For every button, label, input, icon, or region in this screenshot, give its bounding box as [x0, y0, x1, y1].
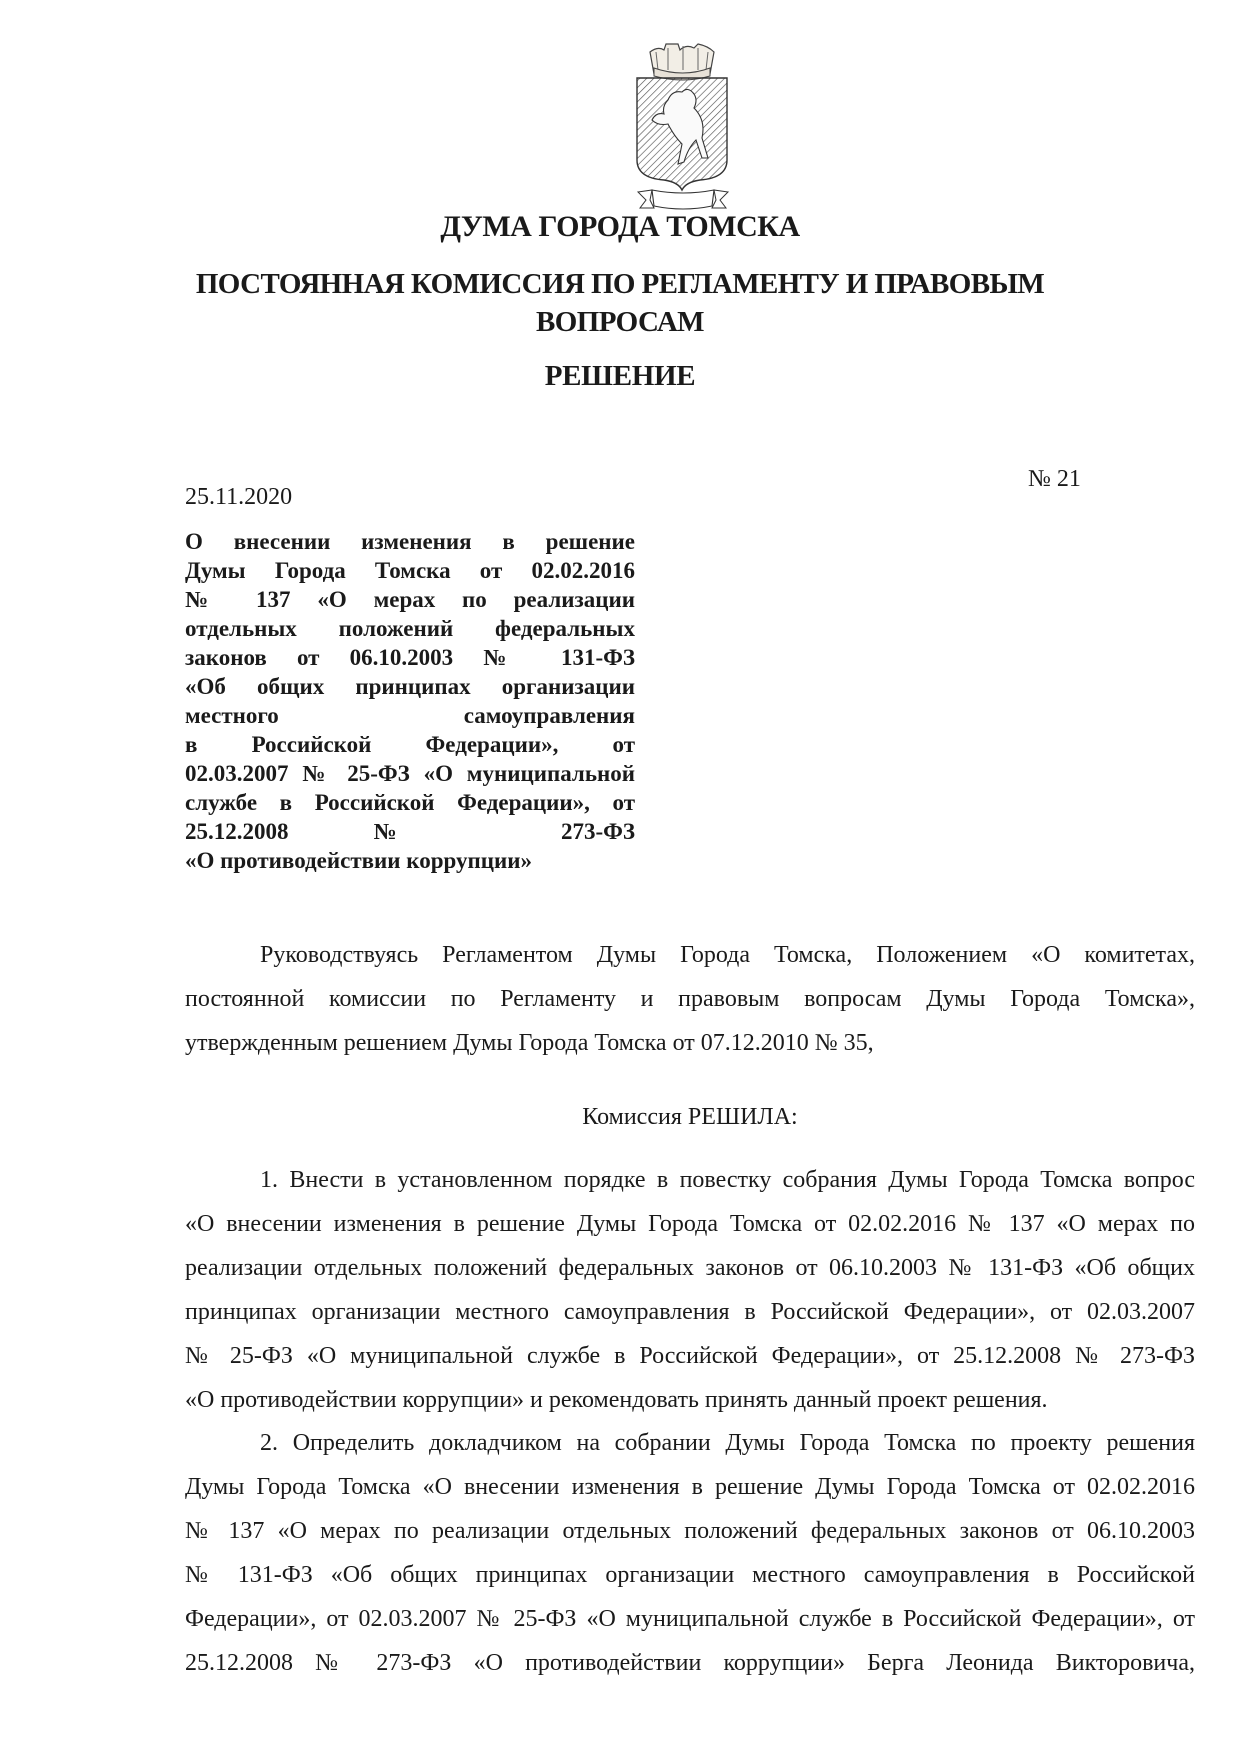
subject-line: 25.12.2008 № 273-ФЗ [185, 819, 635, 844]
document-number: № 21 [1028, 466, 1081, 492]
decision-subject [185, 527, 635, 875]
decision-item-2 [185, 1421, 1195, 1685]
document-date: 25.11.2020 [185, 484, 293, 510]
paragraph-line: Думы Города Томска «О внесении изменения в решение Думы Города Томска от 02.02.2016 [185, 1474, 1195, 1500]
document-type: РЕШЕНИЕ [544, 360, 696, 392]
subject-line: Думы Города Томска от 02.02.2016 [185, 558, 635, 583]
subject-line: местного самоуправления [185, 703, 635, 728]
subject-line: «О противодействии коррупции» [185, 848, 533, 873]
paragraph-line: «О внесении изменения в решение Думы Города Томска от 02.02.2016 № 137 «О мерах по [185, 1211, 1195, 1237]
paragraph-line: № 25-ФЗ «О муниципальной службе в Российской Федерации», от 25.12.2008 № 273-ФЗ [185, 1343, 1195, 1369]
subject-line: № 137 «О мерах по реализации [185, 587, 635, 612]
crown-icon [650, 44, 714, 80]
commission-title-line: ПОСТОЯННАЯ КОМИССИЯ ПО РЕГЛАМЕНТУ И ПРАВОВЫМ [195, 268, 1045, 300]
preamble-paragraph [185, 933, 1195, 1065]
subject-line: отдельных положений федеральных [185, 616, 635, 641]
resolved-heading: Комиссия РЕШИЛА: [582, 1104, 798, 1130]
paragraph-line: 1. Внести в установленном порядке в повестку собрания Думы Города Томска вопрос [260, 1167, 1195, 1193]
organization-title: ДУМА ГОРОДА ТОМСКА [440, 210, 800, 243]
paragraph-line: принципах организации местного самоуправления в Российской Федерации», от 02.03.2007 [185, 1299, 1195, 1325]
paragraph-line: «О противодействии коррупции» и рекомендовать принять данный проект решения. [185, 1387, 1048, 1413]
commission-title-line: ВОПРОСАМ [536, 306, 704, 338]
decision-item-1 [185, 1158, 1195, 1422]
paragraph-line: утвержденным решением Думы Города Томска от 07.12.2010 № 35, [185, 1030, 874, 1056]
subject-line: службе в Российской Федерации», от [185, 790, 635, 815]
paragraph-line: постоянной комиссии по Регламенту и правовым вопросам Думы Города Томска», [185, 986, 1195, 1012]
paragraph-line: 2. Определить докладчиком на собрании Думы Города Томска по проекту решения [260, 1430, 1195, 1456]
paragraph-line: Руководствуясь Регламентом Думы Города Томска, Положением «О комитетах, [260, 942, 1195, 968]
commission-title [0, 265, 1240, 341]
subject-line: законов от 06.10.2003 № 131-ФЗ [185, 645, 635, 670]
subject-line: в Российской Федерации», от [185, 732, 635, 757]
shield-icon [637, 78, 727, 190]
paragraph-line: 25.12.2008 № 273-ФЗ «О противодействии коррупции» Берга Леонида Викторовича, [185, 1650, 1195, 1676]
subject-line: О внесении изменения в решение [185, 529, 635, 554]
coat-of-arms-icon [628, 40, 738, 215]
paragraph-line: № 137 «О мерах по реализации отдельных положений федеральных законов от 06.10.2003 [185, 1518, 1195, 1544]
paragraph-line: Федерации», от 02.03.2007 № 25-ФЗ «О муниципальной службе в Российской Федерации», от [185, 1606, 1195, 1632]
ribbon-icon [638, 190, 728, 209]
paragraph-line: реализации отдельных положений федеральных законов от 06.10.2003 № 131-ФЗ «Об общих [185, 1255, 1195, 1281]
paragraph-line: № 131-ФЗ «Об общих принципах организации местного самоуправления в Российской [185, 1562, 1195, 1588]
subject-line: «Об общих принципах организации [185, 674, 635, 699]
subject-line: 02.03.2007 № 25-ФЗ «О муниципальной [185, 761, 635, 786]
